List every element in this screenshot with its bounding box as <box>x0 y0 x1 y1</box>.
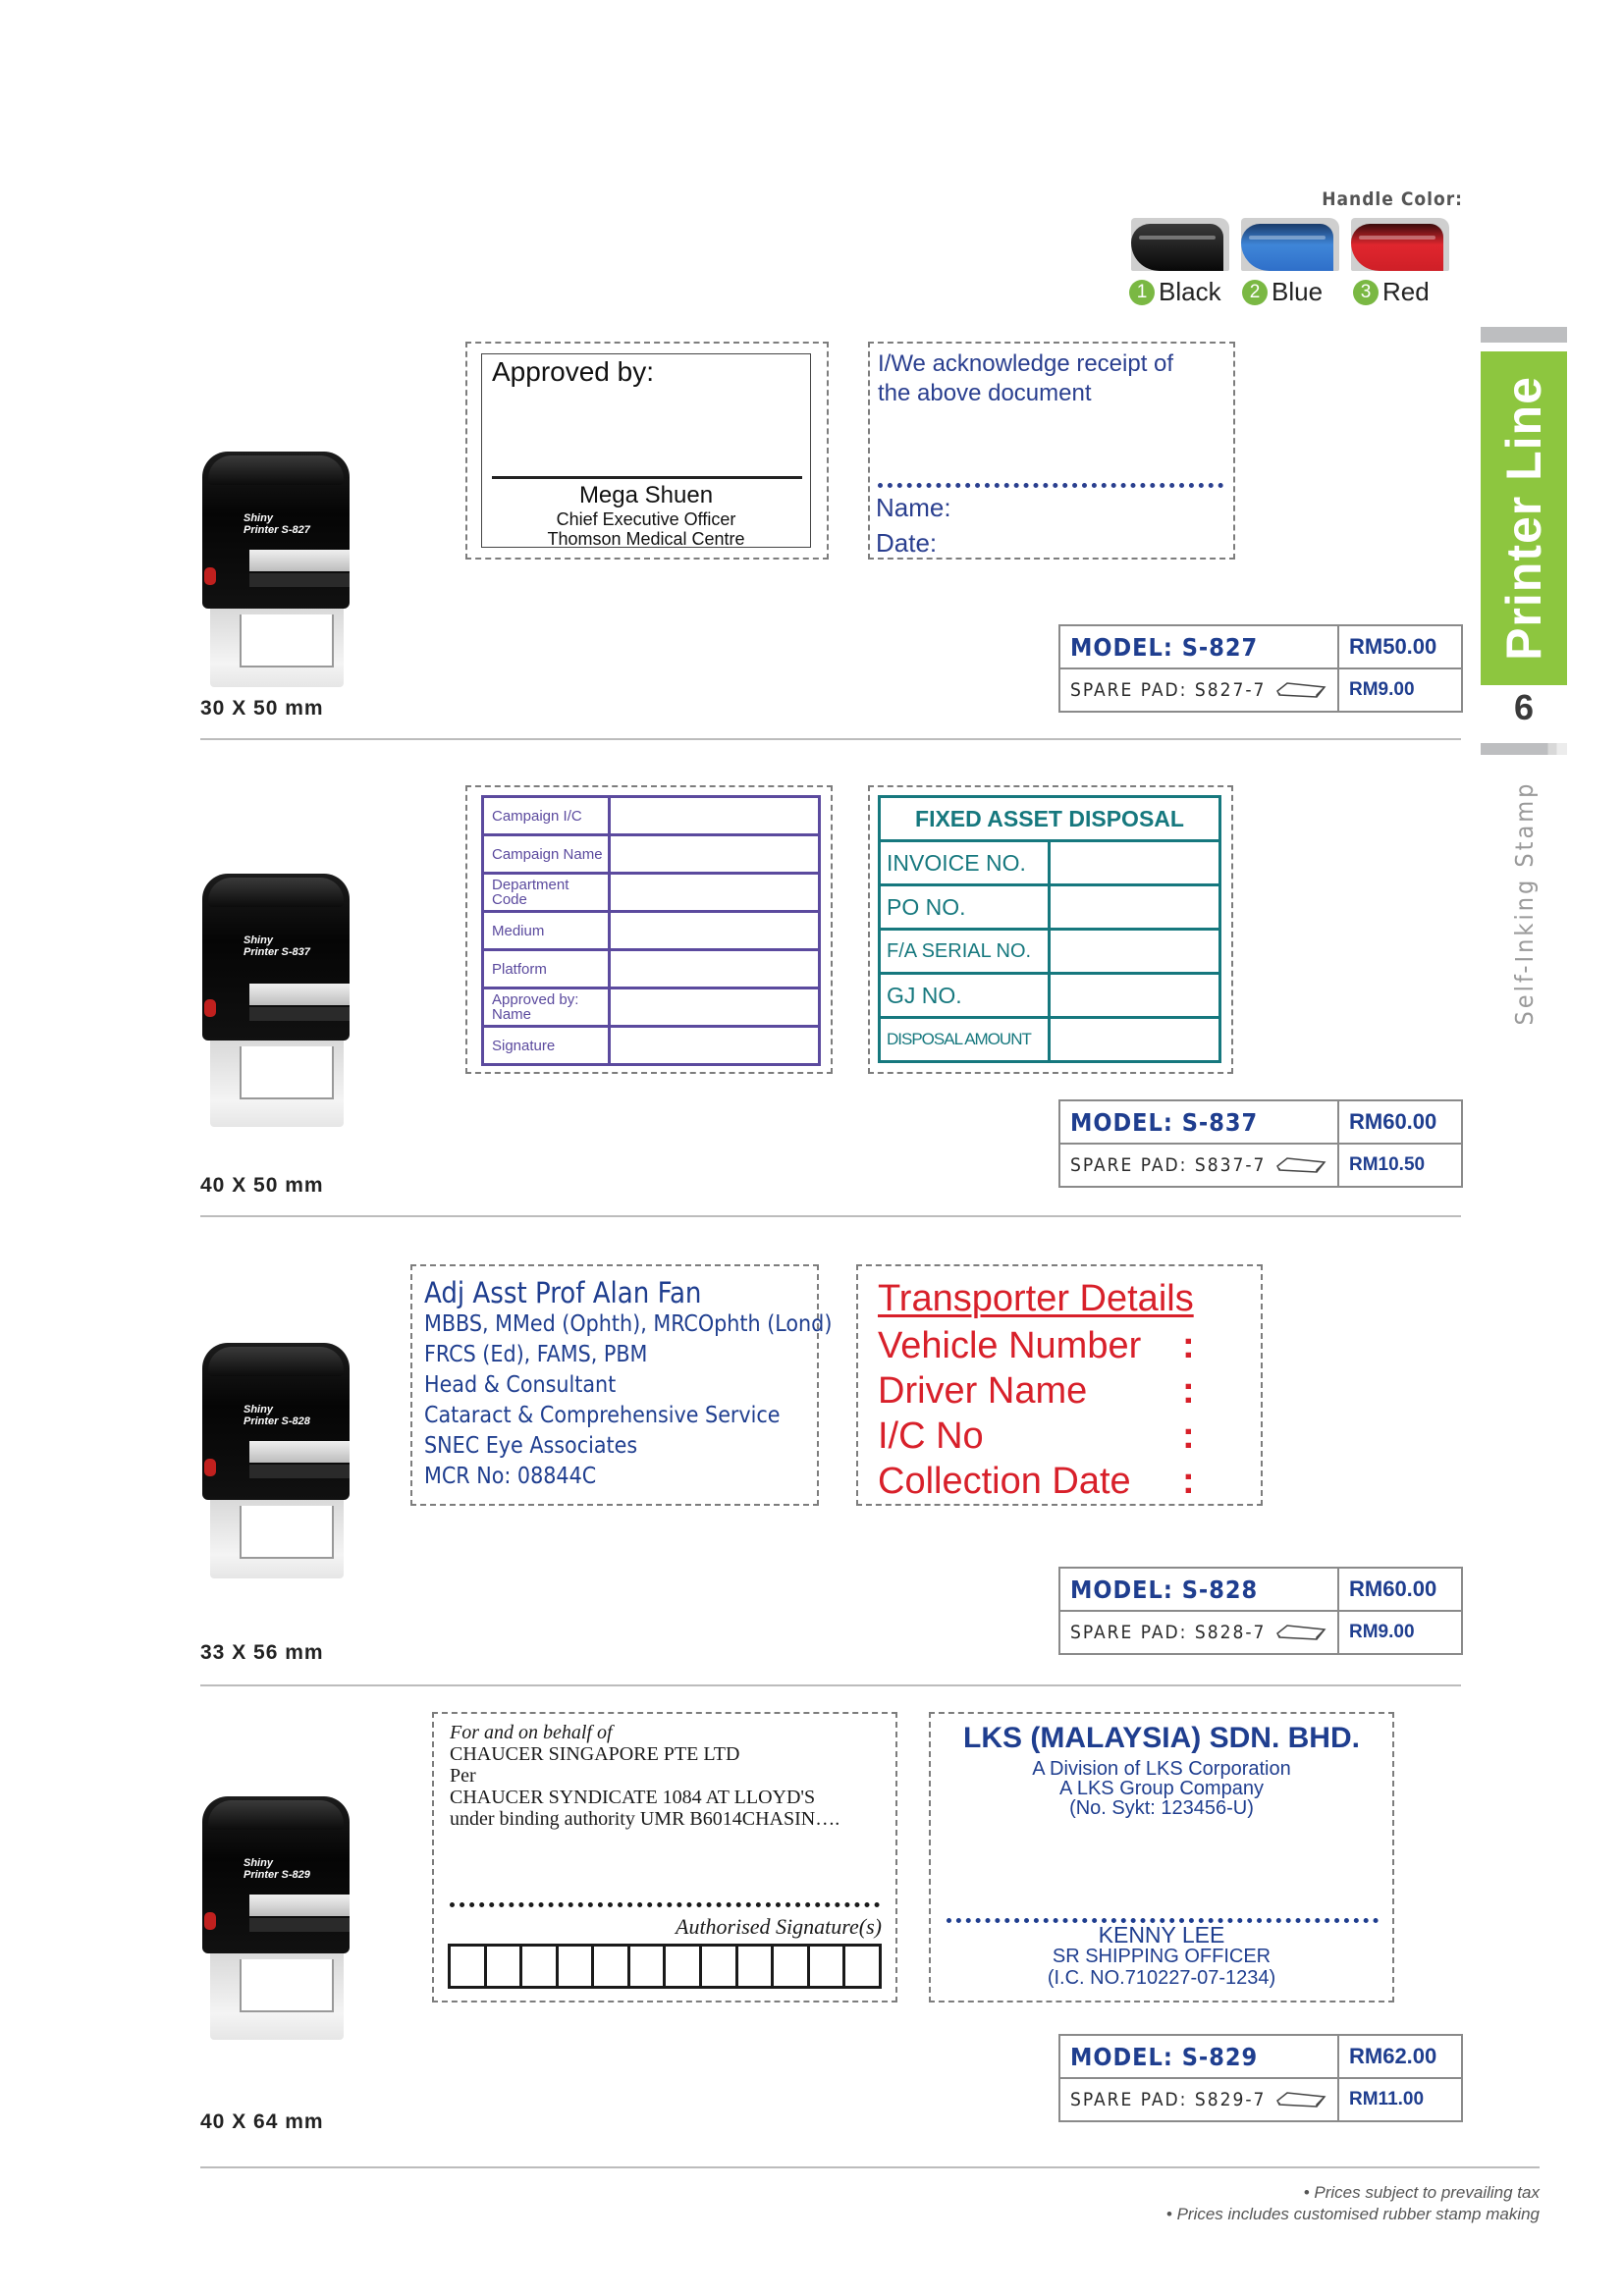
transporter-colon: : <box>1182 1415 1195 1457</box>
approved-heading: Approved by: <box>492 356 654 387</box>
dotted-signature-line <box>450 1902 880 1907</box>
character-box <box>594 1947 630 1986</box>
name-label: Name: <box>876 493 951 522</box>
fixed-asset-row-value <box>1051 886 1218 928</box>
footer-divider <box>200 2166 1540 2168</box>
stamp-image-s837 <box>202 874 350 1129</box>
acknowledge-line-2: the above document <box>878 380 1092 406</box>
campaign-row-label: Platform <box>484 951 611 987</box>
section-divider <box>200 738 1461 740</box>
lks-line-3: (No. Sykt: 123456-U) <box>1069 1797 1254 1819</box>
approver-title: Chief Executive Officer <box>556 509 736 529</box>
price-table-s829 <box>1058 2034 1463 2122</box>
size-label: 40 X 64 mm <box>200 2110 324 2133</box>
spare-pad-cell <box>1059 2078 1338 2121</box>
transporter-colon: : <box>1182 1325 1195 1366</box>
section-subtitle-text: Self-Inking Stamp <box>1509 780 1539 1026</box>
sample-campaign-form <box>465 785 833 1074</box>
lks-line-1: A Division of LKS Corporation <box>1032 1758 1291 1780</box>
lks-position: SR SHIPPING OFFICER <box>1052 1946 1272 1967</box>
doctor-line: Adj Asst Prof Alan Fan <box>424 1276 702 1309</box>
date-label: Date: <box>876 528 938 558</box>
handle-swatch-black[interactable] <box>1131 218 1229 271</box>
tab-top-bar <box>1481 327 1567 343</box>
chaucer-line-5: under binding authority UMR B6014CHASIN…. <box>450 1808 840 1830</box>
doctor-line: Head & Consultant <box>424 1372 617 1398</box>
handle-swatch-red[interactable] <box>1351 218 1449 271</box>
fixed-asset-row-value <box>1051 1019 1218 1060</box>
sample-lks <box>929 1712 1394 2002</box>
model-price: RM60.00 <box>1338 1568 1462 1611</box>
campaign-row <box>484 989 818 1028</box>
stamp-brand-label: Shiny Printer S-837 <box>244 934 310 958</box>
character-box <box>810 1947 846 1986</box>
character-box <box>702 1947 738 1986</box>
campaign-row-value <box>611 875 818 910</box>
spare-pad-label: SPARE PAD: S829-7 <box>1070 2089 1267 2110</box>
spare-pad-cell <box>1059 1144 1338 1187</box>
character-box <box>666 1947 702 1986</box>
transporter-row <box>878 1459 1251 1504</box>
fixed-asset-row <box>881 886 1218 931</box>
sample-transporter <box>856 1264 1263 1506</box>
handle-option-label: Red <box>1382 277 1430 306</box>
size-label: 40 X 50 mm <box>200 1174 324 1197</box>
spare-pad-label: SPARE PAD: S828-7 <box>1070 1622 1267 1643</box>
footer-note-tax: • Prices subject to prevailing tax <box>1303 2183 1540 2202</box>
ink-pad-icon <box>1275 681 1326 701</box>
fixed-asset-row-value <box>1051 931 1218 972</box>
transporter-row-label: Collection Date <box>878 1461 1131 1502</box>
transporter-row <box>878 1323 1251 1368</box>
fixed-asset-row <box>881 1019 1218 1060</box>
doctor-line: MBBS, MMed (Ophth), MRCOphth (Lond) <box>424 1311 833 1337</box>
character-box <box>774 1947 810 1986</box>
model-name: MODEL: S-829 <box>1059 2035 1338 2078</box>
stamp-brand-label: Shiny Printer S-829 <box>244 1857 310 1881</box>
number-1-icon: 1 <box>1129 280 1155 305</box>
fixed-asset-table <box>878 795 1221 1063</box>
character-boxes <box>448 1944 882 1989</box>
campaign-row <box>484 1028 818 1063</box>
character-box <box>487 1947 523 1986</box>
stamp-image-s829 <box>202 1796 350 2042</box>
transporter-colon: : <box>1182 1370 1195 1412</box>
spare-pad-label: SPARE PAD: S837-7 <box>1070 1154 1267 1176</box>
stamp-image-s828 <box>202 1343 350 1578</box>
sample-doctor-name <box>410 1264 833 1506</box>
campaign-row <box>484 836 818 875</box>
lks-ic: (I.C. NO.710227-07-1234) <box>1047 1967 1276 1989</box>
campaign-row <box>484 798 818 836</box>
spare-pad-price: RM9.00 <box>1338 668 1462 712</box>
handle-option-red[interactable] <box>1353 277 1430 307</box>
fixed-asset-row-value <box>1051 842 1218 883</box>
character-box <box>451 1947 487 1986</box>
handle-color-title: Handle Color: <box>1322 188 1463 210</box>
campaign-row-value <box>611 989 818 1025</box>
spare-pad-price: RM10.50 <box>1338 1144 1462 1187</box>
campaign-row-value <box>611 913 818 948</box>
model-price: RM50.00 <box>1338 625 1462 668</box>
doctor-line: FRCS (Ed), FAMS, PBM <box>424 1342 648 1367</box>
sample-acknowledge <box>868 342 1235 560</box>
signature-line <box>492 476 802 479</box>
transporter-heading: Transporter Details <box>878 1278 1194 1319</box>
character-box <box>738 1947 775 1986</box>
model-price: RM62.00 <box>1338 2035 1462 2078</box>
campaign-row-label: Department Code <box>484 875 611 910</box>
character-box <box>559 1947 595 1986</box>
section-divider <box>200 1684 1461 1686</box>
section-tab-title: Printer Line <box>1496 376 1551 661</box>
section-divider <box>200 1215 1461 1217</box>
handle-option-blue[interactable] <box>1242 277 1323 307</box>
stamp-brand-label: Shiny Printer S-828 <box>244 1404 310 1427</box>
acknowledge-line-1: I/We acknowledge receipt of <box>878 350 1174 377</box>
page-number: 6 <box>1513 687 1535 727</box>
transporter-row-label: Driver Name <box>878 1370 1088 1412</box>
transporter-row <box>878 1368 1251 1414</box>
spare-pad-price: RM11.00 <box>1338 2078 1462 2121</box>
campaign-row-value <box>611 798 818 833</box>
handle-option-black[interactable] <box>1129 277 1221 307</box>
section-subtitle <box>1481 766 1567 1041</box>
doctor-line: Cataract & Comprehensive Service <box>424 1403 781 1428</box>
handle-option-label: Blue <box>1272 277 1324 306</box>
chaucer-line-3: Per <box>450 1765 476 1787</box>
fixed-asset-row-value <box>1051 975 1218 1016</box>
fixed-asset-row-label: DISPOSAL AMOUNT <box>881 1019 1051 1060</box>
campaign-row-label: Approved by: Name <box>484 989 611 1025</box>
fixed-asset-row-label: INVOICE NO. <box>881 842 1051 883</box>
dotted-signature-line <box>878 483 1223 488</box>
doctor-line: MCR No: 08844C <box>424 1464 597 1489</box>
sample-chaucer <box>432 1712 897 2002</box>
number-3-icon: 3 <box>1353 280 1379 305</box>
price-table-s828 <box>1058 1567 1463 1655</box>
campaign-row-label: Campaign Name <box>484 836 611 872</box>
handle-swatch-blue[interactable] <box>1241 218 1339 271</box>
fixed-asset-row <box>881 842 1218 886</box>
campaign-row-value <box>611 1028 818 1063</box>
model-name: MODEL: S-837 <box>1059 1100 1338 1144</box>
lks-name: KENNY LEE <box>1098 1922 1225 1948</box>
sample-approved-by <box>465 342 829 560</box>
character-box <box>522 1947 559 1986</box>
chaucer-line-1: For and on behalf of <box>450 1722 613 1743</box>
transporter-colon: : <box>1182 1461 1195 1502</box>
spare-pad-cell <box>1059 668 1338 712</box>
campaign-row-value <box>611 836 818 872</box>
spare-pad-cell <box>1059 1611 1338 1654</box>
spare-pad-price: RM9.00 <box>1338 1611 1462 1654</box>
character-box <box>845 1947 879 1986</box>
sample-fixed-asset <box>868 785 1233 1074</box>
fixed-asset-row-label: F/A SERIAL NO. <box>881 931 1051 972</box>
model-price: RM60.00 <box>1338 1100 1462 1144</box>
doctor-line: SNEC Eye Associates <box>424 1433 638 1459</box>
section-tab <box>1481 351 1567 685</box>
spare-pad-label: SPARE PAD: S827-7 <box>1070 679 1267 701</box>
campaign-row <box>484 913 818 951</box>
approver-org: Thomson Medical Centre <box>547 529 745 549</box>
footer-note-making: • Prices includes customised rubber stamp making <box>1165 2205 1540 2223</box>
doctor-lines <box>424 1276 832 1492</box>
price-table-s827 <box>1058 624 1463 713</box>
tab-bottom-bar <box>1481 743 1567 755</box>
model-name: MODEL: S-827 <box>1059 625 1338 668</box>
handle-option-label: Black <box>1159 277 1221 306</box>
approver-name: Mega Shuen <box>578 482 714 508</box>
price-table-s837 <box>1058 1099 1463 1188</box>
fixed-asset-row-label: GJ NO. <box>881 975 1051 1016</box>
ink-pad-icon <box>1275 1156 1326 1176</box>
transporter-row-label: Vehicle Number <box>878 1325 1142 1366</box>
stamp-brand-label: Shiny Printer S-827 <box>244 512 310 536</box>
number-2-icon: 2 <box>1242 280 1268 305</box>
stamp-image-s827 <box>202 452 350 687</box>
fixed-asset-row-label: PO NO. <box>881 886 1051 928</box>
character-box <box>630 1947 667 1986</box>
fixed-asset-heading: FIXED ASSET DISPOSAL <box>881 798 1218 842</box>
campaign-row <box>484 951 818 989</box>
lks-line-2: A LKS Group Company <box>1059 1778 1264 1799</box>
lks-company: LKS (MALAYSIA) SDN. BHD. <box>963 1722 1360 1754</box>
size-label: 30 X 50 mm <box>200 697 324 720</box>
transporter-row <box>878 1414 1251 1459</box>
fixed-asset-row <box>881 931 1218 975</box>
transporter-row-label: I/C No <box>878 1415 984 1457</box>
fixed-asset-row <box>881 975 1218 1019</box>
authorised-signature-label: Authorised Signature(s) <box>676 1914 882 1939</box>
campaign-row-value <box>611 951 818 987</box>
campaign-row-label: Signature <box>484 1028 611 1063</box>
size-label: 33 X 56 mm <box>200 1641 324 1664</box>
campaign-row-label: Medium <box>484 913 611 948</box>
chaucer-line-2: CHAUCER SINGAPORE PTE LTD <box>450 1743 740 1765</box>
model-name: MODEL: S-828 <box>1059 1568 1338 1611</box>
campaign-row-label: Campaign I/C <box>484 798 611 833</box>
ink-pad-icon <box>1275 1624 1326 1643</box>
campaign-row <box>484 875 818 913</box>
ink-pad-icon <box>1275 2091 1326 2110</box>
campaign-table <box>481 795 821 1066</box>
chaucer-line-4: CHAUCER SYNDICATE 1084 AT LLOYD'S <box>450 1787 816 1808</box>
